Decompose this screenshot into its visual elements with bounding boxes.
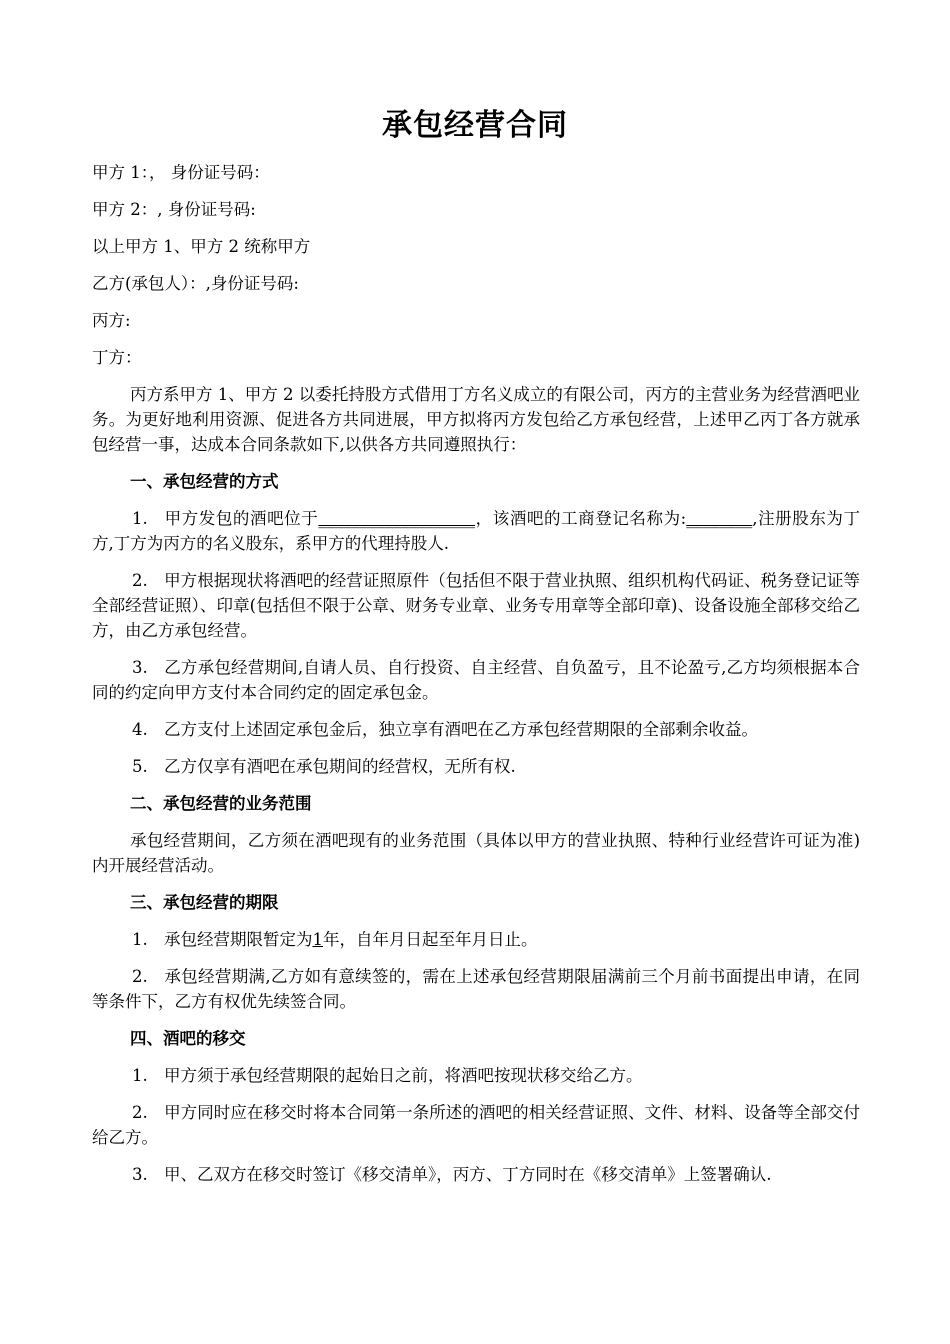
party-a-note-line: 以上甲方 1、甲方 2 统称甲方 (92, 237, 311, 256)
party-a2-line: 甲方 2：, 身份证号码: (92, 200, 256, 219)
item-text: 乙方支付上述固定承包金后，独立享有酒吧在乙方承包经营期限的全部剩余收益。 (164, 720, 758, 739)
item-text: 承包经营期满,乙方如有意续签的，需在上述承包经营期限届满前三个月前书面提出申请，在同等条件下，乙方有权优先续签合同。 (92, 967, 860, 1011)
section1-item-5 (92, 754, 860, 779)
item-number: 1. (132, 930, 148, 949)
section4-item-3 (92, 1162, 860, 1187)
section3-item-1 (92, 927, 860, 952)
section4-item-2 (92, 1100, 860, 1150)
page-title: 承包经营合同 (382, 108, 568, 143)
party-a1-line: 甲方 1：， 身份证号码： (92, 163, 270, 182)
item-text: 甲方根据现状将酒吧的经营证照原件（包括但不限于营业执照、组织机构代码证、税务登记证等全部经营证照）、印章(包括但不限于公章、财务专业章、业务专用章等全部印章)、设备设施全部移交给乙方，由乙方承包经营。 (92, 571, 860, 640)
item-number: 5. (132, 757, 148, 776)
item-text: ，该酒吧的工商登记名称为: (475, 509, 687, 528)
item-text: 甲方发包的酒吧位于 (164, 509, 319, 528)
intro-paragraph: 丙方系甲方 1、甲方 2 以委托持股方式借用丁方名义成立的有限公司，丙方的主营业务为经营酒吧业务。为更好地利用资源、促进各方共同进展，甲方拟将丙方发包给乙方承包经营，上述甲乙丙丁各方就承包经营一事，达成本合同条款如下,以供各方共同遵照执行： (92, 385, 860, 454)
section4-item-1 (92, 1063, 860, 1088)
item-number: 1. (132, 509, 148, 528)
document-body (92, 160, 860, 1199)
party-b-line: 乙方(承包人）：,身份证号码: (92, 274, 299, 293)
item-text: 乙方承包经营期间,自请人员、自行投资、自主经营、自负盈亏，且不论盈亏,乙方均须根据本合同的约定向甲方支付本合同约定的固定承包金。 (92, 658, 860, 702)
party-c-line: 丙方: (92, 311, 131, 330)
section3-heading: 三、承包经营的期限 (130, 893, 279, 912)
section1-item-2 (92, 568, 860, 643)
item-text: 年，自年月日起至年月日止。 (323, 930, 538, 949)
section1-item-1 (92, 506, 860, 556)
item-number: 4. (132, 720, 148, 739)
section2-heading: 二、承包经营的业务范围 (130, 794, 312, 813)
item-text: 乙方仅享有酒吧在承包期间的经营权，无所有权. (164, 757, 516, 776)
item-text: ,注册股东为丁方,丁方为丙方的名义股东，系甲方的代理持股人. (92, 509, 860, 553)
section1-heading: 一、承包经营的方式 (130, 472, 279, 491)
item-text: 甲、乙双方在移交时签订《移交清单》，丙方、丁方同时在《移交清单》上签署确认. (164, 1165, 772, 1184)
item-text: 甲方同时应在移交时将本合同第一条所述的酒吧的相关经营证照、文件、材料、设备等全部交付给乙方。 (92, 1103, 860, 1147)
registered-name-blank: ________ (686, 509, 753, 528)
section1-item-3 (92, 655, 860, 705)
section4-heading: 四、酒吧的移交 (130, 1029, 246, 1048)
item-text: 甲方须于承包经营期限的起始日之前，将酒吧按现状移交给乙方。 (164, 1066, 643, 1085)
section3-item-2 (92, 964, 860, 1014)
section1-item-4 (92, 717, 860, 742)
item-number: 3. (132, 1165, 148, 1184)
section2-paragraph: 承包经营期间，乙方须在酒吧现有的业务范围（具体以甲方的营业执照、特种行业经营许可证为准)内开展经营活动。 (92, 831, 860, 875)
location-blank: ___________________ (318, 509, 476, 528)
item-text: 承包经营期限暂定为 (164, 930, 313, 949)
item-number: 1. (132, 1066, 148, 1085)
item-number: 3. (132, 658, 148, 677)
party-d-line: 丁方： (92, 348, 142, 367)
item-number: 2. (132, 1103, 148, 1122)
item-number: 2. (132, 571, 148, 590)
item-number: 2. (132, 967, 148, 986)
term-years-blank: 1 (312, 930, 323, 949)
